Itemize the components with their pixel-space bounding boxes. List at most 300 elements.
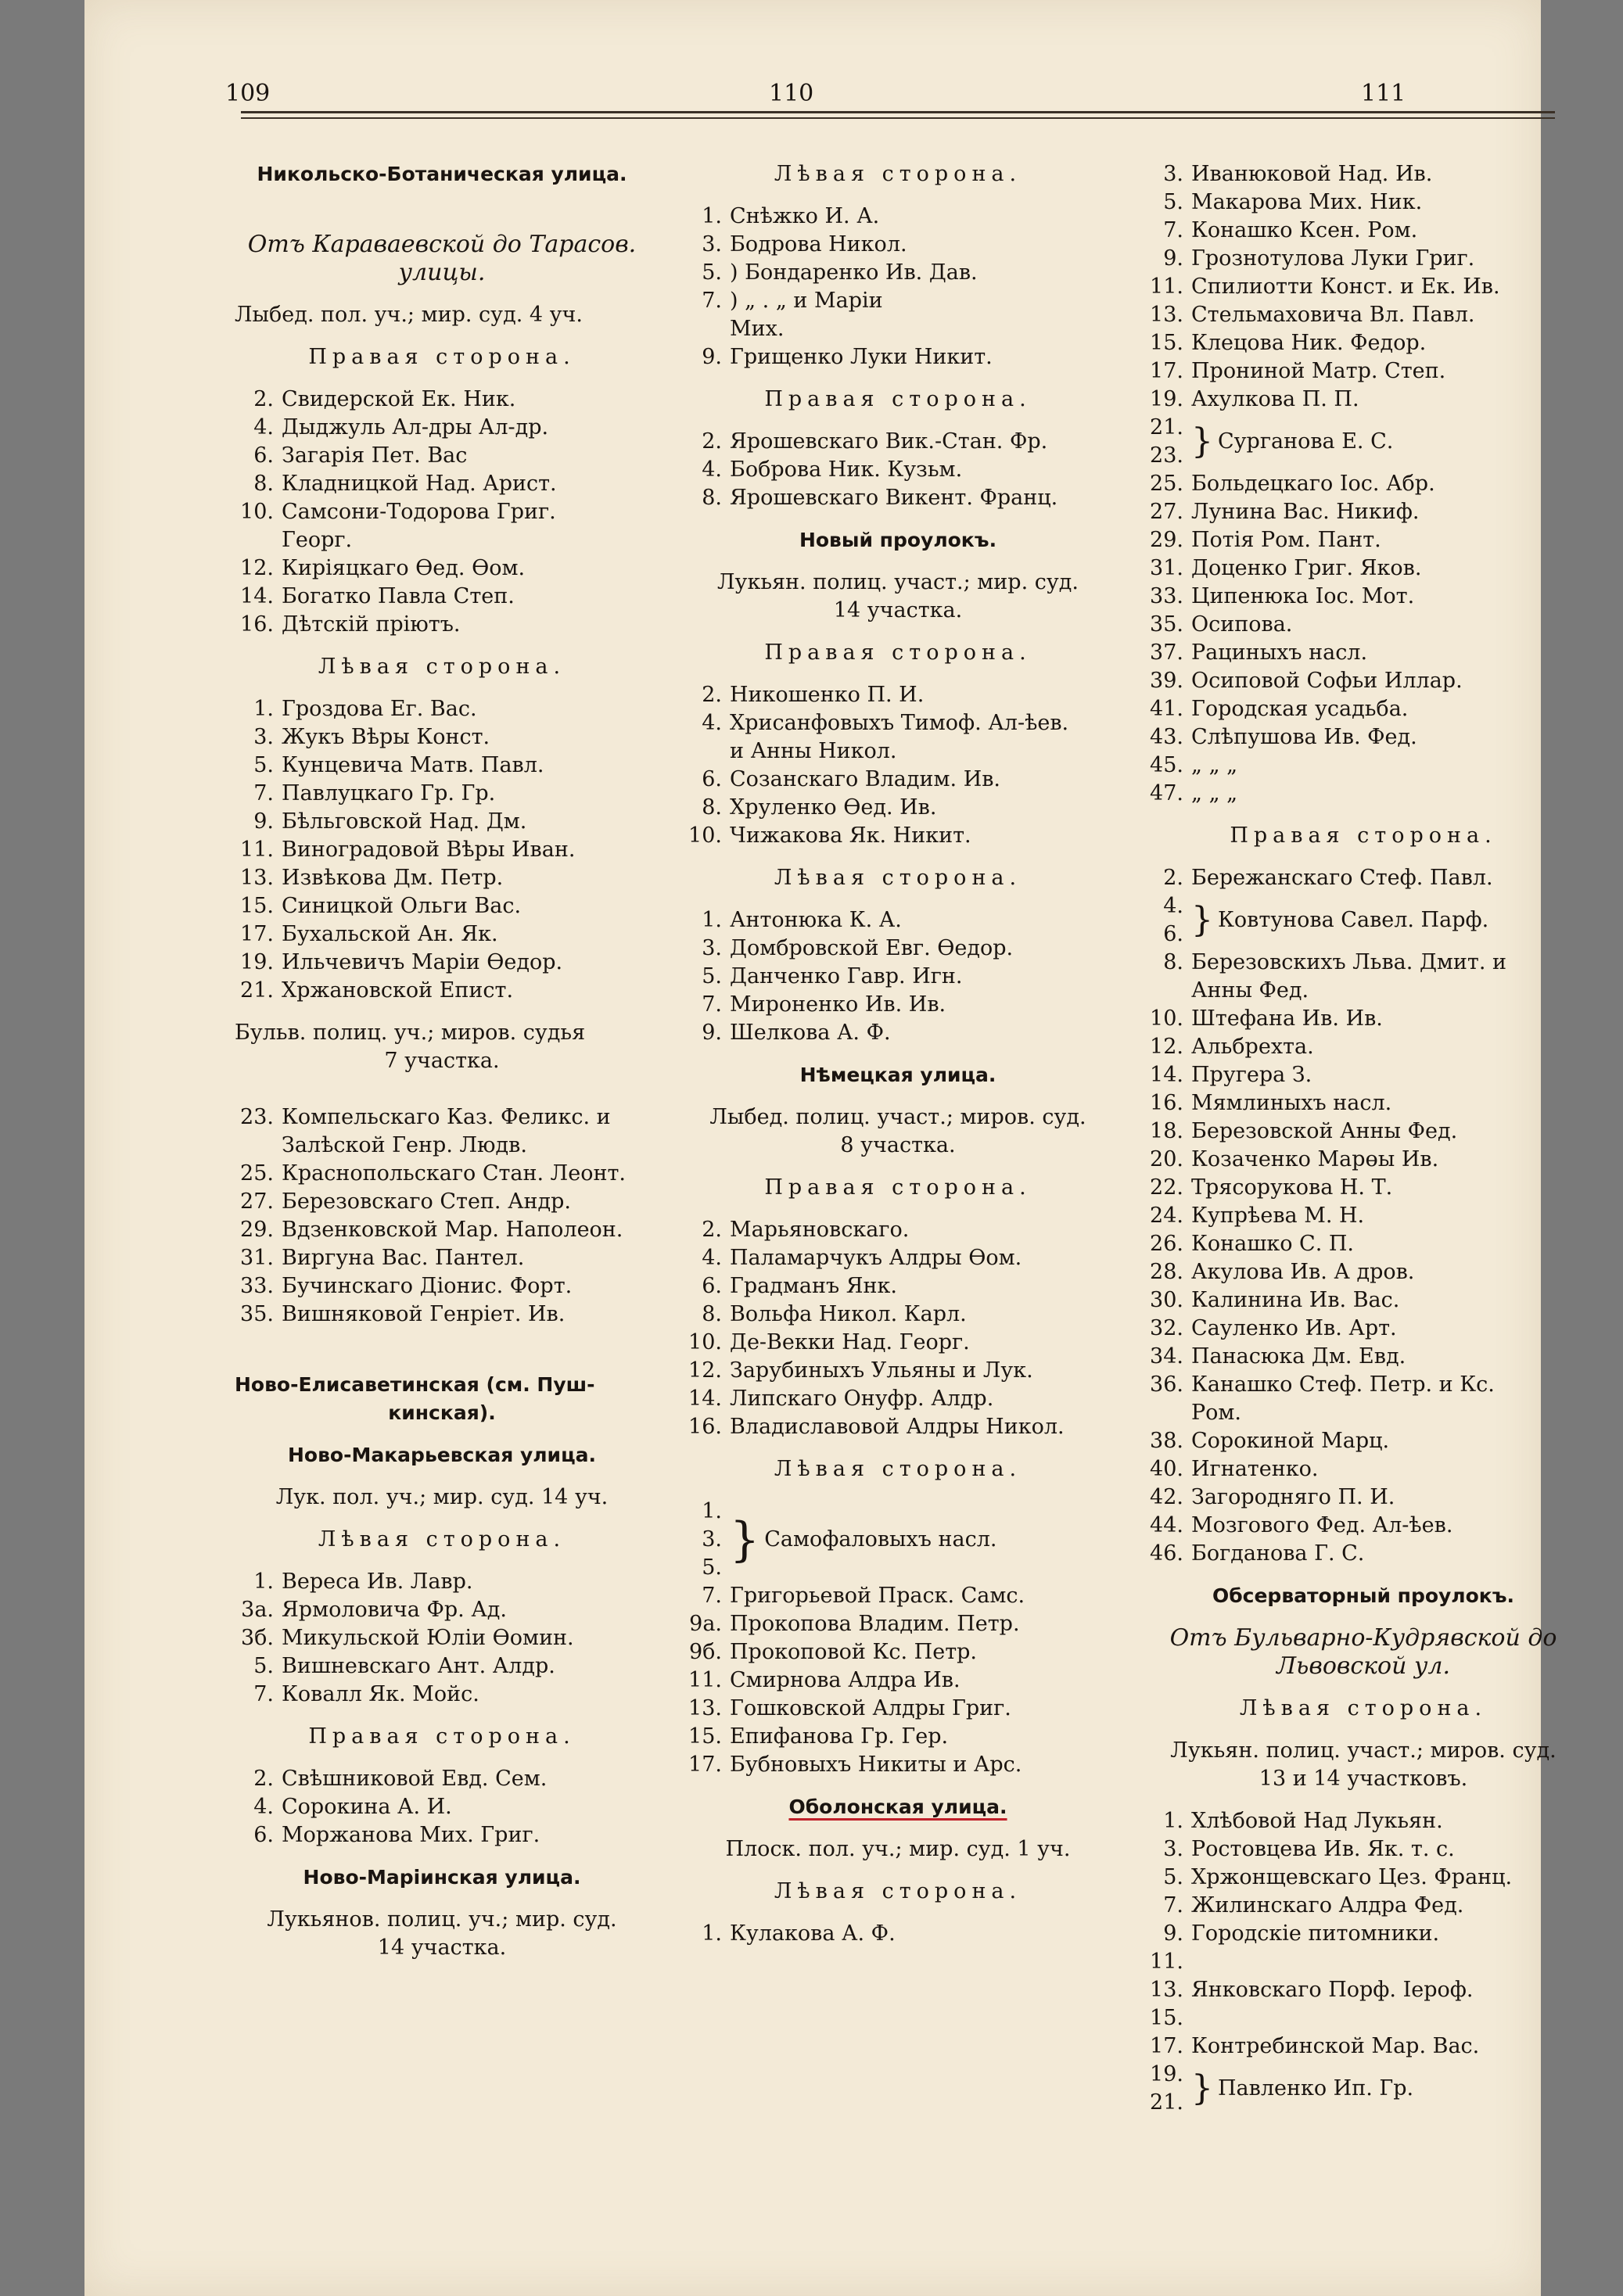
list-item — [235, 1188, 649, 1216]
district-info: 14 участка. — [377, 1935, 507, 1960]
list-item — [235, 977, 649, 1005]
street-subtitle: Отъ Бульварно-Кудрявской до — [1169, 1624, 1557, 1652]
entry-number: 11. — [688, 1668, 722, 1692]
list-item — [1144, 1315, 1582, 1343]
list-item — [235, 1652, 649, 1681]
entry-number: 3а. — [241, 1598, 274, 1622]
brace-entry — [1144, 892, 1582, 949]
entry-text: Трясорукова Н. Т. — [1191, 1175, 1393, 1200]
list-item — [235, 864, 649, 892]
entry-number: 19. — [240, 950, 274, 974]
entry-list — [683, 1216, 1113, 1441]
entry-text: Ковалл Як. Мойс. — [282, 1682, 479, 1706]
brace-icon: } — [1191, 422, 1213, 461]
list-item — [235, 920, 649, 949]
entry-text: Стельмаховича Вл. Павл. — [1191, 303, 1475, 327]
list-item — [683, 1413, 1113, 1441]
street-heading: Нѣмецкая улица. — [799, 1064, 996, 1086]
list-item — [683, 1666, 1113, 1695]
list-item — [683, 906, 1113, 935]
entry-text: Георг. — [282, 528, 353, 552]
side-heading: Правая сторона. — [308, 1724, 576, 1749]
entry-number: 13. — [1150, 303, 1183, 327]
list-item — [1144, 1146, 1582, 1174]
side-heading: Правая сторона. — [308, 345, 576, 369]
list-item — [1144, 1864, 1582, 1892]
entry-text: Свидерской Ек. Ник. — [282, 387, 516, 411]
entry-list — [1144, 864, 1582, 892]
list-item — [683, 822, 1113, 850]
entry-text: Игнатенко. — [1191, 1457, 1319, 1481]
list-item — [235, 1681, 649, 1709]
side-heading: Лѣвая сторона. — [1239, 1696, 1488, 1720]
list-item — [235, 752, 649, 780]
entry-text: Калинина Ив. Вас. — [1191, 1288, 1400, 1312]
entry-text: Ковтунова Савел. Парф. — [1218, 908, 1489, 932]
entry-text: Дѣтскій пріютъ. — [282, 612, 461, 637]
list-item — [1144, 329, 1582, 357]
list-item — [235, 1624, 649, 1652]
entry-text: Григорьевой Праск. Самс. — [730, 1584, 1025, 1608]
entry-text: Козаченко Марөы Ив. — [1191, 1147, 1439, 1171]
entry-number: 7. — [1163, 218, 1183, 242]
entry-text: Бухальской Ан. Як. — [282, 922, 498, 946]
entry-number: 12. — [1150, 1035, 1183, 1059]
list-item — [683, 709, 1113, 737]
entry-text: Больдецкаго Іос. Абр. — [1191, 472, 1435, 496]
entry-text: ) Бондаренко Ив. Дав. — [730, 260, 978, 285]
district-info: 13 и 14 участковъ. — [1259, 1767, 1468, 1791]
entry-number: 4. — [702, 711, 722, 735]
entry-number: 6. — [253, 1823, 274, 1847]
entry-number: 19. — [1150, 2062, 1183, 2086]
entry-number: 7. — [1163, 1893, 1183, 1918]
entry-number: 10. — [688, 823, 722, 848]
entry-text: Никошенко П. И. — [730, 683, 925, 707]
entry-text: Мих. — [730, 317, 785, 341]
entry-number: 3. — [1163, 1837, 1183, 1861]
entry-number: 1. — [702, 1921, 722, 1946]
entry-text: Осипова. — [1191, 612, 1293, 637]
entry-number: 21. — [240, 978, 274, 1003]
list-item — [683, 935, 1113, 963]
entry-number: 9а. — [689, 1612, 722, 1636]
district-info: Лук. пол. уч.; мир. суд. 14 уч. — [275, 1485, 609, 1509]
district-info: Бульв. полиц. уч.; миров. судья — [235, 1021, 586, 1045]
list-item — [683, 1610, 1113, 1638]
list-item — [683, 1582, 1113, 1610]
entry-number: 8. — [1163, 950, 1183, 974]
entry-text: Виргуна Вас. Пантел. — [282, 1246, 525, 1270]
entry-text: Прокопова Владим. Петр. — [730, 1612, 1020, 1636]
entry-number: 9. — [1163, 246, 1183, 271]
list-item — [1144, 526, 1582, 554]
side-heading: Лѣвая сторона. — [774, 866, 1022, 890]
entry-number: 2. — [253, 387, 274, 411]
entry-text: Де-Векки Над. Георг. — [730, 1330, 970, 1354]
list-item — [1144, 1455, 1582, 1483]
entry-text: Самофаловыхъ насл. — [764, 1527, 997, 1552]
list-item — [683, 1244, 1113, 1272]
list-item — [683, 1751, 1113, 1779]
entry-text: Свѣшниковой Евд. Сем. — [282, 1767, 548, 1791]
side-heading: Лѣвая сторона. — [318, 655, 566, 679]
entry-text: Мямлиныхъ насл. — [1191, 1091, 1392, 1115]
list-item — [235, 1216, 649, 1244]
entry-number: 10. — [240, 500, 274, 524]
street-heading-highlighted: Оболонская улица. — [788, 1796, 1007, 1818]
entry-number: 9. — [702, 1021, 722, 1045]
column-1 — [235, 160, 649, 1962]
entry-text: Спилиотти Конст. и Ек. Ив. — [1191, 274, 1500, 299]
district-info: Лыбед. полиц. участ.; миров. суд. — [709, 1105, 1086, 1129]
list-item — [235, 808, 649, 836]
entry-text: Мироненко Ив. Ив. — [730, 992, 946, 1017]
list-item — [1144, 1343, 1582, 1371]
entry-number: 13. — [688, 1696, 722, 1720]
list-item — [1144, 1835, 1582, 1864]
street-heading: Ново-Маріинская улица. — [303, 1866, 581, 1889]
entry-text: Богданова Г. С. — [1191, 1541, 1365, 1566]
entry-text: Вольфа Никол. Карл. — [730, 1302, 967, 1326]
entry-number: 6. — [702, 767, 722, 791]
entry-number: 28. — [1150, 1260, 1183, 1284]
street-heading: кинская). — [388, 1401, 496, 1424]
entry-number: 3. — [702, 232, 722, 257]
district-info: Лукьян. полиц. участ.; миров. суд. — [1170, 1738, 1557, 1763]
entry-text: Вишневскаго Ант. Алдр. — [282, 1654, 555, 1678]
list-item — [683, 1300, 1113, 1329]
entry-text: Макарова Мих. Ник. — [1191, 190, 1423, 214]
list-item — [235, 1272, 649, 1300]
list-item — [235, 1793, 649, 1821]
entry-number: 5. — [702, 260, 722, 285]
list-item — [1144, 498, 1582, 526]
street-subtitle: Львовской ул. — [1276, 1652, 1451, 1680]
entry-text: Потія Ром. Пант. — [1191, 528, 1381, 552]
street-subtitle: улицы. — [398, 259, 486, 286]
list-item — [1144, 1258, 1582, 1286]
district-info: Лыбед. пол. уч.; мир. суд. 4 уч. — [235, 303, 583, 327]
district-info: 14 участка. — [833, 598, 963, 622]
entry-number: 17. — [1150, 359, 1183, 383]
entry-text: Киріяцкаго Өед. Өом. — [282, 556, 526, 580]
entry-text: Бучинскаго Діонис. Форт. — [282, 1274, 573, 1298]
list-item — [683, 1695, 1113, 1723]
entry-number: 9. — [702, 345, 722, 369]
entry-number: 31. — [1150, 556, 1183, 580]
list-item — [235, 780, 649, 808]
list-item — [683, 963, 1113, 991]
street-heading: Ново-Макарьевская улица. — [288, 1444, 596, 1466]
entry-text: Городская усадьба. — [1191, 697, 1409, 721]
entry-number: 5. — [1163, 190, 1183, 214]
entry-text: Бережанскаго Стеф. Павл. — [1191, 866, 1493, 890]
entry-list — [683, 1920, 1113, 1948]
entry-text: Конашко Ксен. Ром. — [1191, 218, 1418, 242]
entry-number: 26. — [1150, 1232, 1183, 1256]
entry-number: 1. — [702, 204, 722, 228]
list-item — [1144, 1033, 1582, 1061]
entry-text: Краснопольскаго Стан. Леонт. — [282, 1161, 626, 1186]
entry-number: 34. — [1150, 1344, 1183, 1369]
entry-number: 2. — [702, 429, 722, 454]
entry-number: 3. — [1163, 162, 1183, 186]
entry-text: „ „ „ — [1191, 781, 1238, 805]
entry-number: 38. — [1150, 1429, 1183, 1453]
entry-text: Иванюковой Над. Ив. — [1191, 162, 1433, 186]
entry-number: 11. — [1150, 1950, 1183, 1974]
entry-number: 35. — [1150, 612, 1183, 637]
entry-number: 33. — [1150, 584, 1183, 608]
list-item — [1144, 1948, 1582, 1976]
header-rule — [241, 111, 1555, 113]
list-item — [235, 1765, 649, 1793]
entry-text: Вишняковой Генріет. Ив. — [282, 1302, 566, 1326]
list-item — [1144, 1230, 1582, 1258]
entry-text: Конашко С. П. — [1191, 1232, 1355, 1256]
entry-number: 4. — [253, 415, 274, 439]
list-item — [1144, 1399, 1582, 1427]
page-number-center: 110 — [769, 80, 814, 107]
entry-text: Березовскаго Степ. Андр. — [282, 1189, 572, 1214]
list-item — [683, 1357, 1113, 1385]
entry-text: Альбрехта. — [1191, 1035, 1314, 1059]
list-item — [1144, 217, 1582, 245]
entry-number: 8. — [702, 1302, 722, 1326]
entry-text: Шелкова А. Ф. — [730, 1021, 891, 1045]
entry-list — [235, 1568, 649, 1709]
entry-text: Ярошевскаго Викент. Франц. — [730, 486, 1058, 510]
entry-number: 13. — [240, 866, 274, 890]
entry-number: 1. — [702, 1499, 722, 1523]
header-rule-2 — [241, 117, 1555, 119]
list-item — [1144, 583, 1582, 611]
street-heading: Обсерваторный проулокъ. — [1212, 1584, 1515, 1607]
entry-text: Снѣжко И. А. — [730, 204, 880, 228]
list-item — [235, 1103, 649, 1132]
list-item — [683, 1638, 1113, 1666]
list-item — [1144, 2032, 1582, 2061]
side-heading: Лѣвая сторона. — [774, 162, 1022, 186]
list-item — [1144, 1976, 1582, 2004]
entry-number: 20. — [1150, 1147, 1183, 1171]
entry-list — [1144, 470, 1582, 808]
entry-text: Сорокиной Марц. — [1191, 1429, 1390, 1453]
entry-text: Анны Фед. — [1191, 978, 1309, 1003]
entry-number: 29. — [1150, 528, 1183, 552]
brace-icon: } — [730, 1512, 760, 1567]
list-item — [1144, 1202, 1582, 1230]
entry-number: 1. — [1163, 1809, 1183, 1833]
list-item — [235, 1132, 649, 1160]
entry-number: 22. — [1150, 1175, 1183, 1200]
list-item — [1144, 977, 1582, 1005]
list-item — [235, 836, 649, 864]
entry-number: 40. — [1150, 1457, 1183, 1481]
list-item — [683, 287, 1113, 315]
entry-number: 15. — [1150, 331, 1183, 355]
list-item — [683, 1216, 1113, 1244]
street-heading: Новый проулокъ. — [799, 529, 997, 551]
list-item — [683, 991, 1113, 1019]
entry-number: 6. — [1163, 922, 1183, 946]
entry-number: 37. — [1150, 640, 1183, 665]
entry-text: Павлуцкаго Гр. Гр. — [282, 781, 496, 805]
list-item — [683, 203, 1113, 231]
entry-text: Данченко Гавр. Игн. — [730, 964, 963, 988]
entry-text: Клецова Ник. Федор. — [1191, 331, 1427, 355]
list-item — [1144, 1089, 1582, 1118]
entry-text: Микульской Юліи Өомин. — [282, 1626, 574, 1650]
entry-number: 5. — [253, 1654, 274, 1678]
entry-number: 2. — [253, 1767, 274, 1791]
entry-number: 1. — [253, 1570, 274, 1594]
entry-text: Гошковской Алдры Григ. — [730, 1696, 1011, 1720]
entry-text: Доценко Григ. Яков. — [1191, 556, 1422, 580]
entry-number: 8. — [702, 795, 722, 820]
entry-text: Слѣпушова Ив. Фед. — [1191, 725, 1417, 749]
entry-text: Боброва Ник. Кузьм. — [730, 457, 963, 482]
list-item — [1144, 1540, 1582, 1568]
entry-number: 46. — [1150, 1541, 1183, 1566]
entry-number: 30. — [1150, 1288, 1183, 1312]
list-item — [235, 554, 649, 583]
entry-number: 47. — [1150, 781, 1183, 805]
side-heading: Правая сторона. — [1230, 823, 1497, 848]
entry-number: 3. — [253, 725, 274, 749]
side-heading: Правая сторона. — [764, 387, 1032, 411]
list-item — [1144, 723, 1582, 752]
list-item — [683, 1019, 1113, 1047]
entry-list — [1144, 1807, 1582, 2061]
entry-text: и Анны Никол. — [730, 739, 897, 763]
side-heading: Правая сторона. — [764, 640, 1032, 665]
entry-number: 2. — [1163, 866, 1183, 890]
entry-text: Прокоповой Кс. Петр. — [730, 1640, 978, 1664]
entry-text: Ярошевскаго Вик.-Стан. Фр. — [730, 429, 1048, 454]
list-item — [683, 794, 1113, 822]
entry-list — [683, 1582, 1113, 1779]
entry-number: 9б. — [688, 1640, 722, 1664]
entry-number: 4. — [702, 1246, 722, 1270]
entry-text: Янковскаго Порф. Іероф. — [1191, 1978, 1474, 2002]
entry-text: Марьяновскаго. — [730, 1218, 910, 1242]
entry-number: 1. — [702, 908, 722, 932]
list-item — [683, 484, 1113, 512]
district-info: 8 участка. — [840, 1133, 956, 1157]
entry-text: Лунина Вас. Никиф. — [1191, 500, 1420, 524]
entry-number: 19. — [1150, 387, 1183, 411]
entry-text: Грищенко Луки Никит. — [730, 345, 993, 369]
entry-list — [1144, 949, 1582, 1568]
entry-number: 21. — [1150, 2090, 1183, 2115]
entry-number: 32. — [1150, 1316, 1183, 1340]
entry-number — [235, 526, 282, 554]
entry-number: 27. — [1150, 500, 1183, 524]
entry-text: Жилинскаго Алдра Фед. — [1191, 1893, 1464, 1918]
entry-number: 23. — [1150, 443, 1183, 468]
street-heading: Никольско-Ботаническая улица. — [257, 163, 627, 185]
entry-number: 45. — [1150, 753, 1183, 777]
entry-text: Загарія Пет. Вас — [282, 443, 468, 468]
entry-list — [1144, 160, 1582, 414]
list-item — [1144, 1061, 1582, 1089]
entry-text: Ром. — [1191, 1401, 1242, 1425]
book-page — [84, 0, 1557, 2296]
list-item — [683, 343, 1113, 371]
entry-text: Вереса Ив. Лавр. — [282, 1570, 473, 1594]
list-item — [235, 1821, 649, 1849]
list-item — [683, 315, 1113, 343]
entry-text: Хржановской Епист. — [282, 978, 514, 1003]
entry-number — [683, 315, 730, 343]
street-heading: Ново-Елисаветинская (см. Пуш- — [235, 1373, 595, 1396]
entry-number: 1. — [253, 697, 274, 721]
entry-number: 9. — [1163, 1921, 1183, 1946]
brace-icon: } — [1191, 2068, 1213, 2108]
entry-number: 31. — [240, 1246, 274, 1270]
entry-text: Павленко Ип. Гр. — [1218, 2076, 1414, 2100]
entry-text: Мозгового Фед. Ал-ѣев. — [1191, 1513, 1453, 1537]
entry-text: Владиславовой Алдры Никол. — [730, 1415, 1065, 1439]
entry-list — [683, 906, 1113, 1047]
entry-number: 25. — [1150, 472, 1183, 496]
entry-number: 8. — [702, 486, 722, 510]
entry-number — [1144, 977, 1191, 1005]
list-item — [235, 414, 649, 442]
entry-text: Залѣской Генр. Людв. — [282, 1133, 527, 1157]
entry-text: Березовской Анны Фед. — [1191, 1119, 1458, 1143]
entry-number: 21. — [1150, 415, 1183, 439]
entry-number: 15. — [240, 894, 274, 918]
list-item — [235, 892, 649, 920]
list-item — [683, 428, 1113, 456]
entry-number: 39. — [1150, 669, 1183, 693]
entry-number: 6. — [253, 443, 274, 468]
entry-number: 42. — [1150, 1485, 1183, 1509]
entry-text: Градманъ Янк. — [730, 1274, 897, 1298]
entry-number: 5. — [702, 1555, 722, 1580]
side-heading: Правая сторона. — [764, 1175, 1032, 1200]
list-item — [1144, 1005, 1582, 1033]
entry-number: 25. — [240, 1161, 274, 1186]
entry-text: Компельскаго Каз. Феликс. и — [282, 1105, 611, 1129]
list-item — [1144, 639, 1582, 667]
list-item — [235, 1300, 649, 1329]
side-heading: Лѣвая сторона. — [774, 1879, 1022, 1903]
list-item — [1144, 949, 1582, 977]
entry-number: 9. — [253, 809, 274, 834]
list-item — [235, 583, 649, 611]
list-item — [683, 681, 1113, 709]
entry-number: 3б. — [240, 1626, 274, 1650]
list-item — [1144, 1371, 1582, 1399]
page-number-right: 111 — [1361, 80, 1406, 107]
list-item — [1144, 1118, 1582, 1146]
entry-text: Хржонщевскаго Цез. Франц. — [1191, 1865, 1513, 1889]
entry-number — [683, 737, 730, 766]
entry-number — [235, 1132, 282, 1160]
brace-entry — [1144, 2061, 1582, 2117]
entry-text: Вдзенковской Мар. Наполеон. — [282, 1218, 623, 1242]
entry-text: Грознотулова Луки Григ. — [1191, 246, 1475, 271]
entry-text: Акулова Ив. А дров. — [1191, 1260, 1415, 1284]
entry-text: Жукъ Вѣры Конст. — [282, 725, 490, 749]
street-subtitle: Отъ Караваевской до Тарасов. — [247, 231, 637, 258]
list-item — [683, 1920, 1113, 1948]
list-item — [1144, 1483, 1582, 1512]
